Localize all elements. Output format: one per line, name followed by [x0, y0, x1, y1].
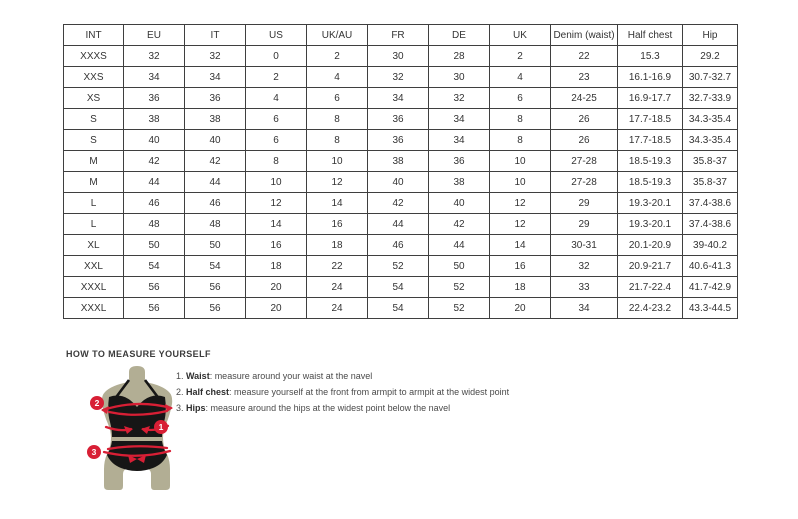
table-cell: 42 — [185, 151, 246, 172]
table-cell: 52 — [429, 277, 490, 298]
table-cell: 20 — [246, 277, 307, 298]
table-cell: 12 — [246, 193, 307, 214]
table-cell: 50 — [185, 235, 246, 256]
table-cell: 10 — [490, 172, 551, 193]
table-cell: 8 — [490, 130, 551, 151]
table-cell: S — [64, 109, 124, 130]
table-cell: 44 — [368, 214, 429, 235]
table-cell: 30 — [429, 67, 490, 88]
table-cell: 38 — [124, 109, 185, 130]
table-cell: 20 — [490, 298, 551, 319]
table-cell: 30 — [368, 46, 429, 67]
table-cell: 42 — [429, 214, 490, 235]
marker-hips-label: 3 — [91, 447, 97, 457]
table-cell: M — [64, 172, 124, 193]
step-term: Hips — [186, 403, 206, 413]
table-cell: 14 — [490, 235, 551, 256]
table-cell: 35.8-37 — [683, 172, 738, 193]
column-header: FR — [368, 25, 429, 46]
step-number: 2. — [176, 387, 187, 397]
table-cell: 17.7-18.5 — [618, 130, 683, 151]
table-cell: XXXL — [64, 277, 124, 298]
table-cell: 36 — [429, 151, 490, 172]
measure-step-hips — [176, 400, 509, 416]
table-cell: 54 — [368, 277, 429, 298]
table-cell: 56 — [124, 298, 185, 319]
table-cell: 56 — [124, 277, 185, 298]
table-cell: 16.9-17.7 — [618, 88, 683, 109]
table-cell: S — [64, 130, 124, 151]
table-cell: 8 — [307, 130, 368, 151]
table-cell: 4 — [490, 67, 551, 88]
step-number: 3. — [176, 403, 187, 413]
table-cell: 39-40.2 — [683, 235, 738, 256]
table-cell: 36 — [185, 88, 246, 109]
table-cell: 17.7-18.5 — [618, 109, 683, 130]
column-header: Half chest — [618, 25, 683, 46]
table-cell: 40.6-41.3 — [683, 256, 738, 277]
table-cell: 29.2 — [683, 46, 738, 67]
table-cell: 18 — [246, 256, 307, 277]
table-cell: 20.1-20.9 — [618, 235, 683, 256]
column-header: Denim (waist) — [551, 25, 618, 46]
table-row — [64, 109, 738, 130]
marker-waist — [154, 420, 168, 434]
step-term: Waist — [186, 371, 210, 381]
table-cell: XL — [64, 235, 124, 256]
table-cell: 34 — [551, 298, 618, 319]
table-cell: 26 — [551, 109, 618, 130]
table-cell: 52 — [368, 256, 429, 277]
size-chart-header-row — [64, 25, 738, 46]
table-cell: 12 — [490, 193, 551, 214]
measure-guide-heading: HOW TO MEASURE YOURSELF — [66, 349, 211, 359]
table-cell: 8 — [246, 151, 307, 172]
column-header: INT — [64, 25, 124, 46]
table-cell: 20.9-21.7 — [618, 256, 683, 277]
table-cell: 32 — [185, 46, 246, 67]
table-cell: 29 — [551, 214, 618, 235]
table-cell: 6 — [307, 88, 368, 109]
table-cell: 40 — [124, 130, 185, 151]
table-cell: 38 — [429, 172, 490, 193]
table-cell: 44 — [124, 172, 185, 193]
column-header: DE — [429, 25, 490, 46]
table-cell: 33 — [551, 277, 618, 298]
table-cell: 34.3-35.4 — [683, 130, 738, 151]
table-cell: 0 — [246, 46, 307, 67]
table-cell: 40 — [429, 193, 490, 214]
measure-step-half-chest — [176, 384, 509, 400]
table-cell: XXL — [64, 256, 124, 277]
table-cell: 34.3-35.4 — [683, 109, 738, 130]
table-cell: 35.8-37 — [683, 151, 738, 172]
table-cell: 36 — [124, 88, 185, 109]
table-cell: 32 — [429, 88, 490, 109]
table-cell: 42 — [368, 193, 429, 214]
marker-chest-label: 2 — [94, 398, 100, 408]
table-row — [64, 46, 738, 67]
table-cell: 22 — [307, 256, 368, 277]
table-cell: 16 — [246, 235, 307, 256]
table-cell: M — [64, 151, 124, 172]
table-cell: 56 — [185, 277, 246, 298]
table-cell: 29 — [551, 193, 618, 214]
table-row — [64, 256, 738, 277]
table-cell: 43.3-44.5 — [683, 298, 738, 319]
table-cell: 52 — [429, 298, 490, 319]
table-cell: 21.7-22.4 — [618, 277, 683, 298]
table-cell: 38 — [368, 151, 429, 172]
table-cell: 8 — [307, 109, 368, 130]
table-cell: 10 — [307, 151, 368, 172]
table-cell: 54 — [124, 256, 185, 277]
table-cell: 22.4-23.2 — [618, 298, 683, 319]
table-cell: 37.4-38.6 — [683, 214, 738, 235]
table-cell: 36 — [368, 130, 429, 151]
table-row — [64, 151, 738, 172]
step-term: Half chest — [186, 387, 230, 397]
table-cell: 48 — [185, 214, 246, 235]
table-row — [64, 172, 738, 193]
marker-waist-label: 1 — [158, 422, 164, 432]
measure-step-waist — [176, 368, 509, 384]
column-header: EU — [124, 25, 185, 46]
table-row — [64, 88, 738, 109]
table-cell: 6 — [490, 88, 551, 109]
table-cell: 2 — [490, 46, 551, 67]
column-header: US — [246, 25, 307, 46]
table-cell: 2 — [246, 67, 307, 88]
table-cell: 12 — [307, 172, 368, 193]
table-cell: 27-28 — [551, 172, 618, 193]
table-cell: 30-31 — [551, 235, 618, 256]
table-cell: 28 — [429, 46, 490, 67]
table-cell: 38 — [185, 109, 246, 130]
step-text: : measure around your waist at the navel — [209, 371, 373, 381]
step-number: 1. — [176, 371, 187, 381]
table-cell: 32.7-33.9 — [683, 88, 738, 109]
marker-hips — [87, 445, 101, 459]
table-cell: 27-28 — [551, 151, 618, 172]
table-cell: 46 — [368, 235, 429, 256]
table-cell: 8 — [490, 109, 551, 130]
table-cell: 18 — [307, 235, 368, 256]
table-cell: 16 — [307, 214, 368, 235]
table-cell: 10 — [246, 172, 307, 193]
table-cell: 24-25 — [551, 88, 618, 109]
table-row — [64, 235, 738, 256]
table-cell: 42 — [124, 151, 185, 172]
table-row — [64, 277, 738, 298]
table-cell: 34 — [429, 109, 490, 130]
table-cell: 36 — [368, 109, 429, 130]
table-cell: 16.1-16.9 — [618, 67, 683, 88]
table-cell: 24 — [307, 277, 368, 298]
table-cell: 32 — [368, 67, 429, 88]
table-row — [64, 193, 738, 214]
table-row — [64, 298, 738, 319]
table-cell: 34 — [185, 67, 246, 88]
column-header: IT — [185, 25, 246, 46]
table-cell: 34 — [368, 88, 429, 109]
table-cell: 14 — [307, 193, 368, 214]
table-cell: 32 — [124, 46, 185, 67]
table-cell: 34 — [429, 130, 490, 151]
table-cell: 46 — [185, 193, 246, 214]
table-cell: 4 — [246, 88, 307, 109]
table-cell: 56 — [185, 298, 246, 319]
column-header: UK/AU — [307, 25, 368, 46]
table-cell: 23 — [551, 67, 618, 88]
table-cell: 44 — [185, 172, 246, 193]
table-cell: 16 — [490, 256, 551, 277]
table-cell: 19.3-20.1 — [618, 214, 683, 235]
table-cell: 41.7-42.9 — [683, 277, 738, 298]
table-cell: 22 — [551, 46, 618, 67]
table-cell: 6 — [246, 109, 307, 130]
table-cell: 10 — [490, 151, 551, 172]
table-cell: L — [64, 214, 124, 235]
table-row — [64, 67, 738, 88]
table-cell: 54 — [368, 298, 429, 319]
table-cell: 19.3-20.1 — [618, 193, 683, 214]
measure-steps — [176, 368, 509, 416]
table-cell: 18 — [490, 277, 551, 298]
table-cell: 18.5-19.3 — [618, 151, 683, 172]
table-cell: 15.3 — [618, 46, 683, 67]
table-cell: XXXL — [64, 298, 124, 319]
table-cell: 18.5-19.3 — [618, 172, 683, 193]
table-cell: 50 — [429, 256, 490, 277]
table-cell: 40 — [185, 130, 246, 151]
table-cell: 34 — [124, 67, 185, 88]
table-cell: 40 — [368, 172, 429, 193]
table-cell: 26 — [551, 130, 618, 151]
table-cell: 20 — [246, 298, 307, 319]
table-cell: 6 — [246, 130, 307, 151]
table-cell: 46 — [124, 193, 185, 214]
marker-chest — [90, 396, 104, 410]
table-row — [64, 214, 738, 235]
table-cell: 4 — [307, 67, 368, 88]
table-cell: XXS — [64, 67, 124, 88]
table-cell: 54 — [185, 256, 246, 277]
table-cell: L — [64, 193, 124, 214]
table-cell: 2 — [307, 46, 368, 67]
column-header: UK — [490, 25, 551, 46]
size-chart-table — [63, 24, 738, 319]
step-text: : measure yourself at the front from armpit to armpit at the widest point — [229, 387, 510, 397]
table-cell: XXXS — [64, 46, 124, 67]
table-cell: 37.4-38.6 — [683, 193, 738, 214]
table-cell: 48 — [124, 214, 185, 235]
column-header: Hip — [683, 25, 738, 46]
table-cell: XS — [64, 88, 124, 109]
table-cell: 50 — [124, 235, 185, 256]
table-cell: 44 — [429, 235, 490, 256]
table-cell: 24 — [307, 298, 368, 319]
table-cell: 14 — [246, 214, 307, 235]
table-row — [64, 130, 738, 151]
table-cell: 32 — [551, 256, 618, 277]
step-text: : measure around the hips at the widest point below the navel — [205, 403, 451, 413]
table-cell: 30.7-32.7 — [683, 67, 738, 88]
table-cell: 12 — [490, 214, 551, 235]
